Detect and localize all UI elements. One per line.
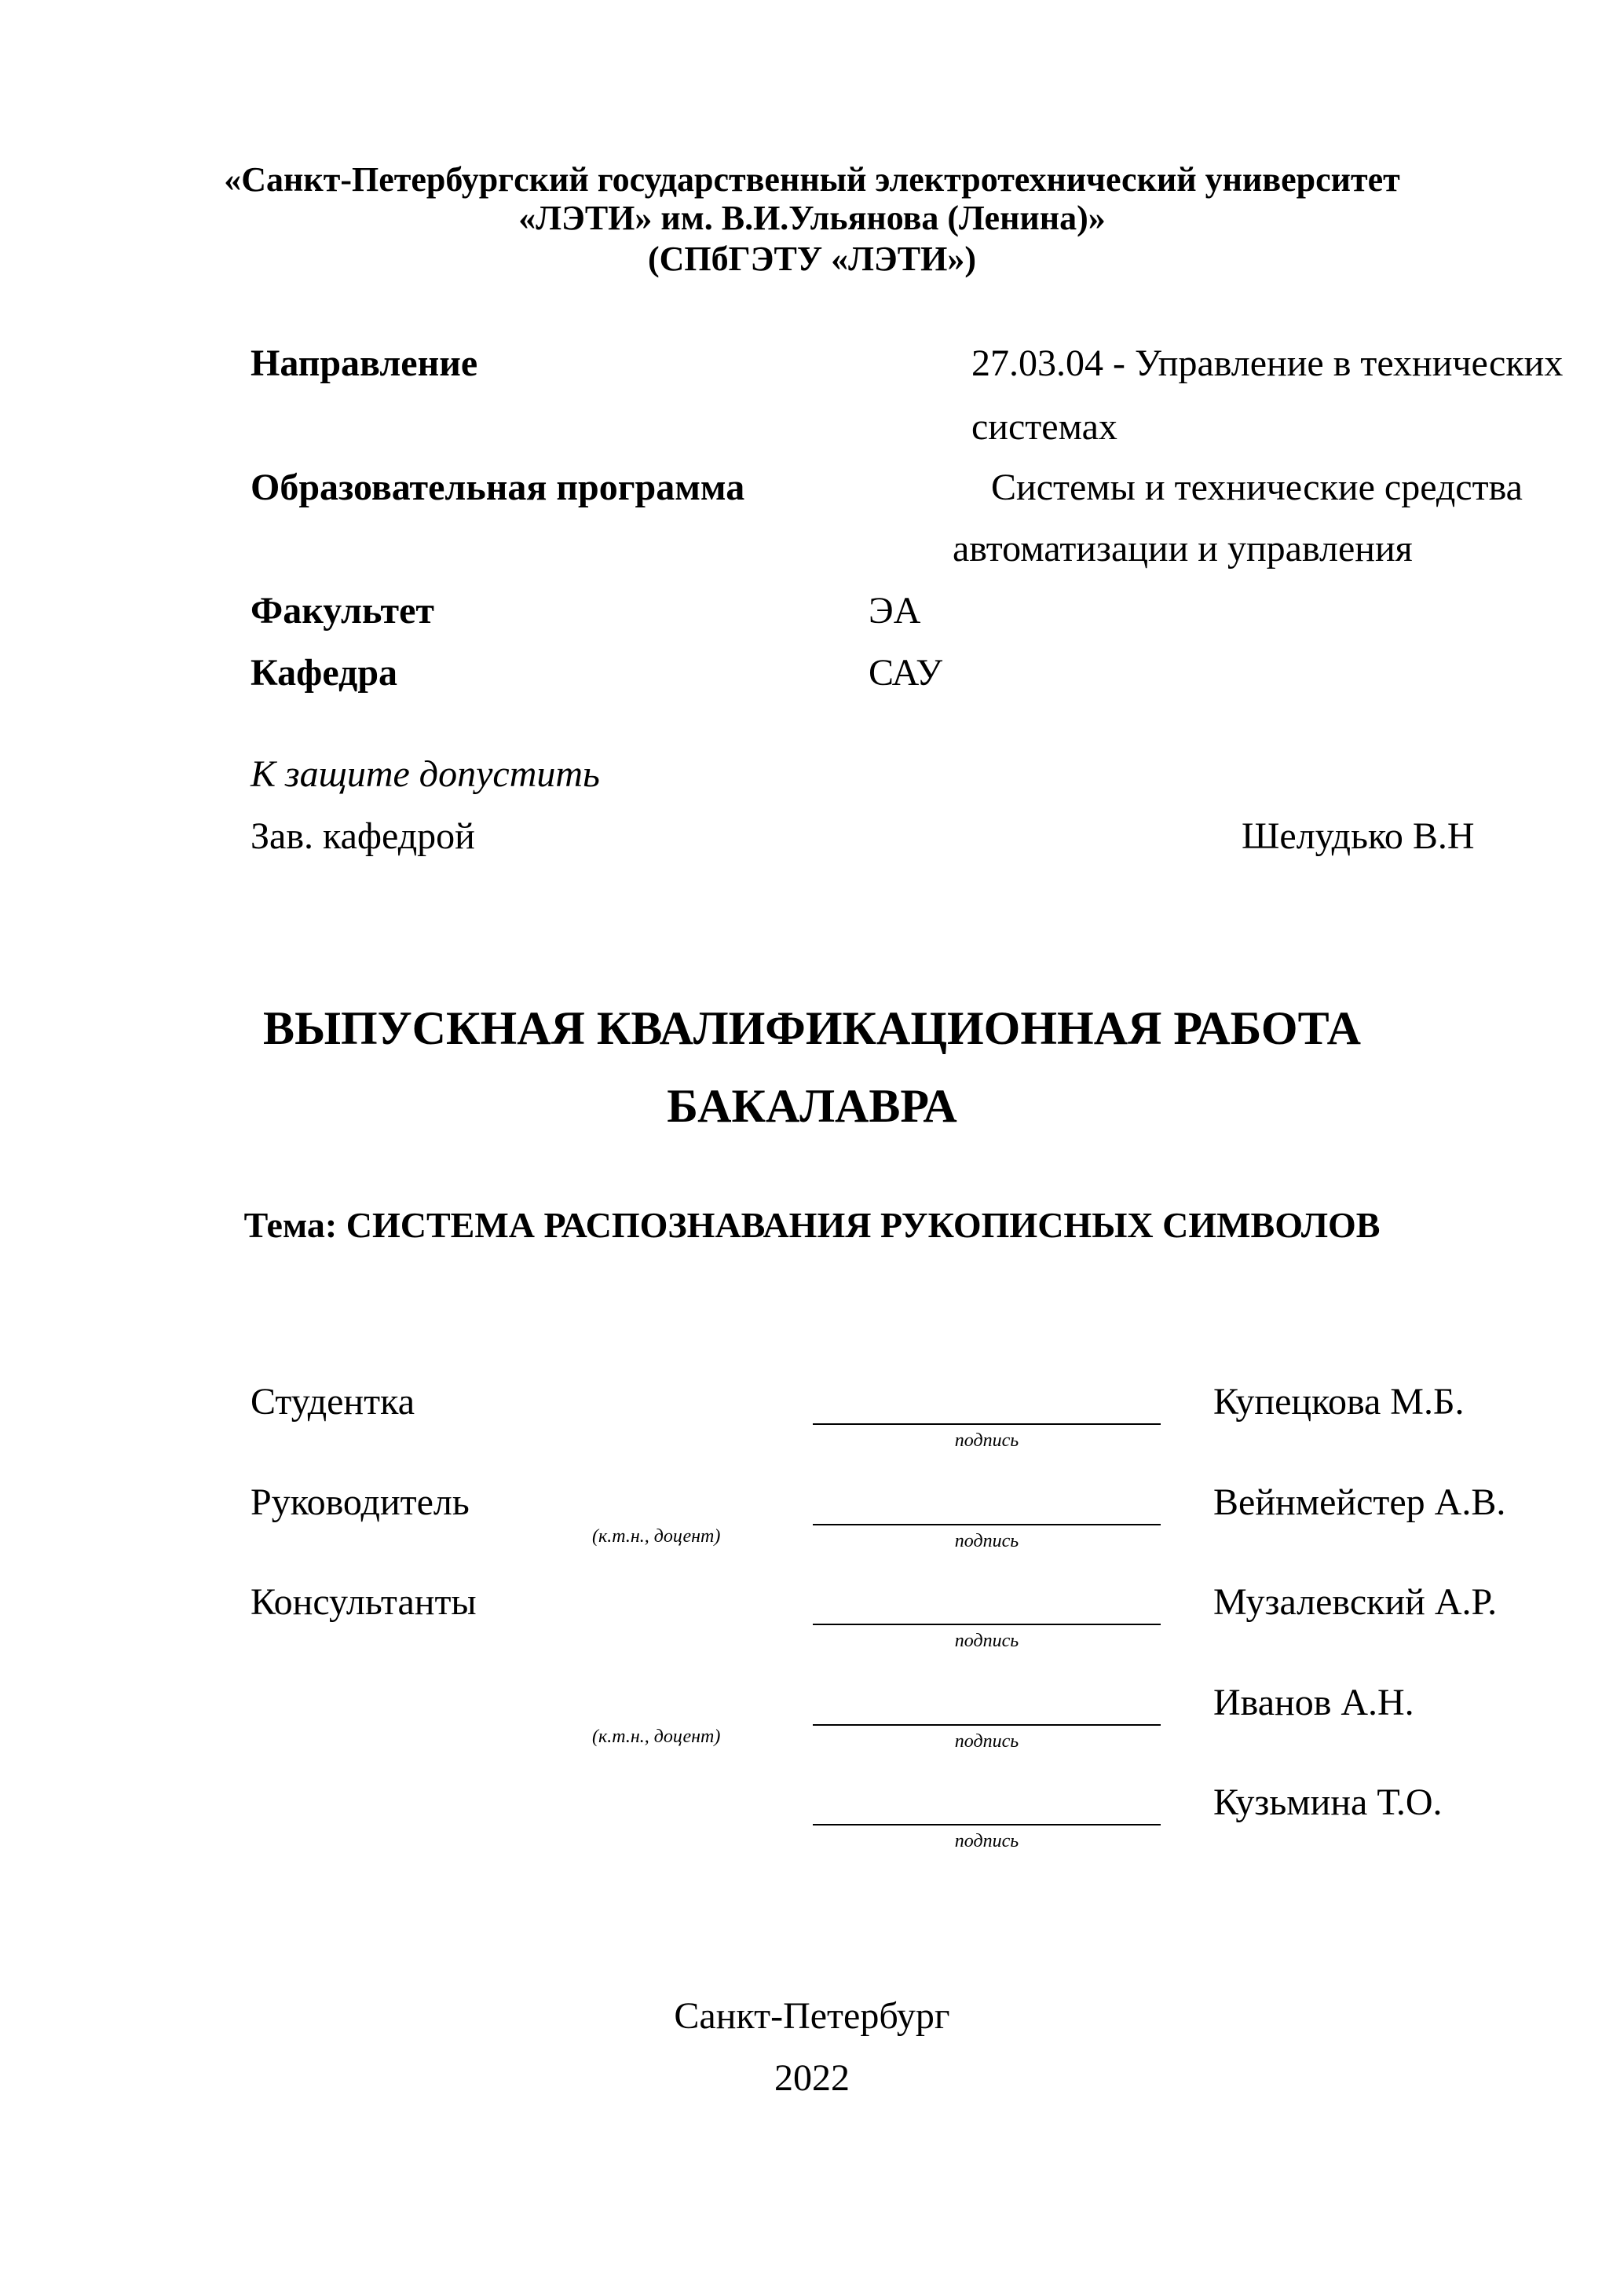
university-abbrev: (СПбГЭТУ «ЛЭТИ») <box>648 240 976 278</box>
head-of-department-name: Шелудько В.Н <box>1242 815 1475 857</box>
signature-caption: подпись <box>954 1430 1019 1451</box>
document-title-line2: БАКАЛАВРА <box>667 1080 957 1132</box>
signature-line <box>813 1624 1161 1625</box>
person-name: Кузьмина Т.О. <box>1213 1782 1443 1823</box>
university-name-line1: «Санкт-Петербургский государственный электротехнический университет <box>224 160 1400 199</box>
document-title-line1: ВЫПУСКНАЯ КВАЛИФИКАЦИОННАЯ РАБОТА <box>263 1002 1361 1054</box>
program-value-cont: автоматизации и управления <box>953 528 1413 569</box>
thesis-topic: Тема: СИСТЕМА РАСПОЗНАВАНИЯ РУКОПИСНЫХ СИМВОЛОВ <box>243 1205 1381 1245</box>
academic-degree: (к.т.н., доцент) <box>592 1526 721 1547</box>
direction-value: 27.03.04 - Управление в технических <box>971 342 1564 384</box>
signature-caption: подпись <box>954 1631 1019 1651</box>
department-value: САУ <box>869 652 943 694</box>
signature-line <box>813 1524 1161 1525</box>
signature-line <box>813 1423 1161 1425</box>
person-name: Купецкова М.Б. <box>1213 1381 1465 1423</box>
person-name: Вейнмейстер А.В. <box>1213 1481 1506 1523</box>
head-of-department-label: Зав. кафедрой <box>251 815 475 857</box>
signature-line <box>813 1824 1161 1825</box>
program-value: Системы и технические средства <box>991 467 1523 508</box>
city: Санкт-Петербург <box>674 1995 950 2037</box>
direction-label: Направление <box>251 342 478 384</box>
university-name-line2: «ЛЭТИ» им. В.И.Ульянова (Ленина)» <box>518 199 1106 237</box>
academic-degree: (к.т.н., доцент) <box>592 1727 721 1747</box>
role-label: Студентка <box>251 1381 415 1423</box>
signature-caption: подпись <box>954 1531 1019 1551</box>
direction-value-cont: системах <box>971 406 1117 448</box>
admit-to-defense: К защите допустить <box>251 753 600 795</box>
person-name: Иванов А.Н. <box>1213 1682 1414 1723</box>
role-label: Руководитель <box>251 1481 470 1523</box>
year: 2022 <box>774 2057 850 2099</box>
department-label: Кафедра <box>251 652 398 694</box>
faculty-label: Факультет <box>251 590 434 632</box>
faculty-value: ЭА <box>869 590 921 632</box>
signature-line <box>813 1724 1161 1726</box>
signature-caption: подпись <box>954 1731 1019 1752</box>
signature-caption: подпись <box>954 1831 1019 1851</box>
person-name: Музалевский А.Р. <box>1213 1581 1498 1623</box>
role-label: Консультанты <box>251 1581 477 1623</box>
program-label: Образовательная программа <box>251 467 745 508</box>
